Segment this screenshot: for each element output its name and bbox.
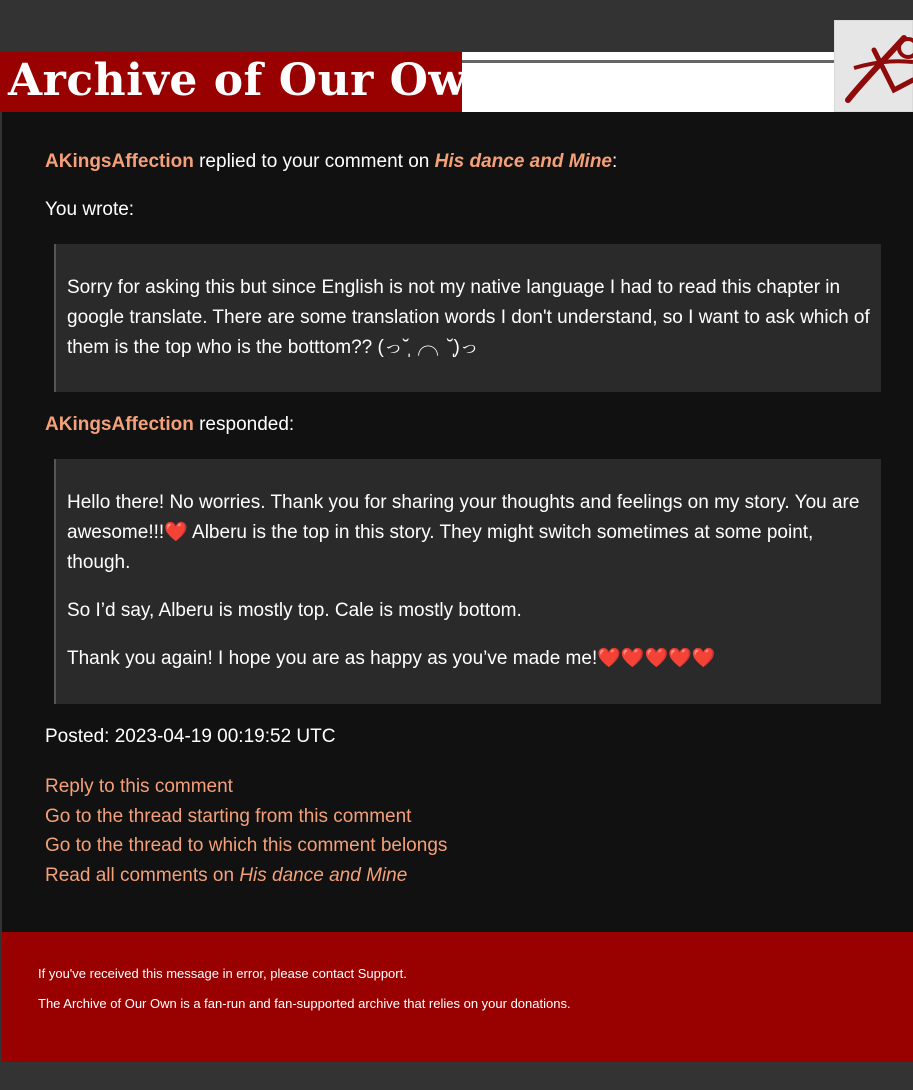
original-comment-text: Sorry for asking this but since English is not my native language I had to read this chapter in google translate. There are some translation words I don't understand, so I want to ask which of them is the top who is the botttom?? (っ˘̩╭╮˘̩)っ xyxy=(67,277,870,358)
responded-notice xyxy=(45,413,294,437)
reply-notice xyxy=(45,150,617,174)
comment-links xyxy=(45,772,447,890)
ao3-logo-icon[interactable] xyxy=(834,20,913,112)
footer xyxy=(2,932,913,1062)
response-quote xyxy=(54,459,881,704)
thread-from-comment-link[interactable]: Go to the thread starting from this comment xyxy=(45,805,412,827)
read-all-work-title: His dance and Mine xyxy=(239,864,408,886)
notice-colon: : xyxy=(612,151,618,172)
read-all-comments-link[interactable] xyxy=(45,865,407,886)
work-title-link[interactable]: His dance and Mine xyxy=(434,151,612,172)
response-paragraph: Hello there! No worries. Thank you for sharing your thoughts and feelings on my story. You are awesome!!!❤️ Alberu is the top in this story. They might switch sometimes at some point, though. xyxy=(67,492,860,573)
footer-donation-text: The Archive of Our Own is a fan-run and fan-supported archive that relies on your donations. xyxy=(38,996,571,1011)
header-rule xyxy=(462,60,834,63)
footer-error-text: If you've received this message in error, please contact Support. xyxy=(38,966,407,981)
you-wrote-label: You wrote: xyxy=(45,199,135,220)
thread-belongs-link[interactable]: Go to the thread to which this comment belongs xyxy=(45,835,448,856)
replied-text: replied to your comment on xyxy=(193,151,435,172)
notification-body xyxy=(2,112,913,932)
read-all-prefix: Read all comments on xyxy=(45,864,240,886)
responder-link[interactable]: AKingsAffection xyxy=(45,414,194,435)
replier-link[interactable]: AKingsAffection xyxy=(45,151,194,172)
posted-timestamp: Posted: 2023-04-19 00:19:52 UTC xyxy=(45,726,336,747)
reply-to-comment-link[interactable]: Reply to this comment xyxy=(45,776,233,797)
original-comment-quote xyxy=(54,244,881,392)
responded-text: responded: xyxy=(193,414,295,435)
response-paragraph: Thank you again! I hope you are as happy as you’ve made me!❤️❤️❤️❤️❤️ xyxy=(67,648,716,669)
response-paragraph: So I’d say, Alberu is mostly top. Cale is mostly bottom. xyxy=(67,600,522,621)
site-title[interactable]: Archive of Our Own xyxy=(8,55,500,106)
